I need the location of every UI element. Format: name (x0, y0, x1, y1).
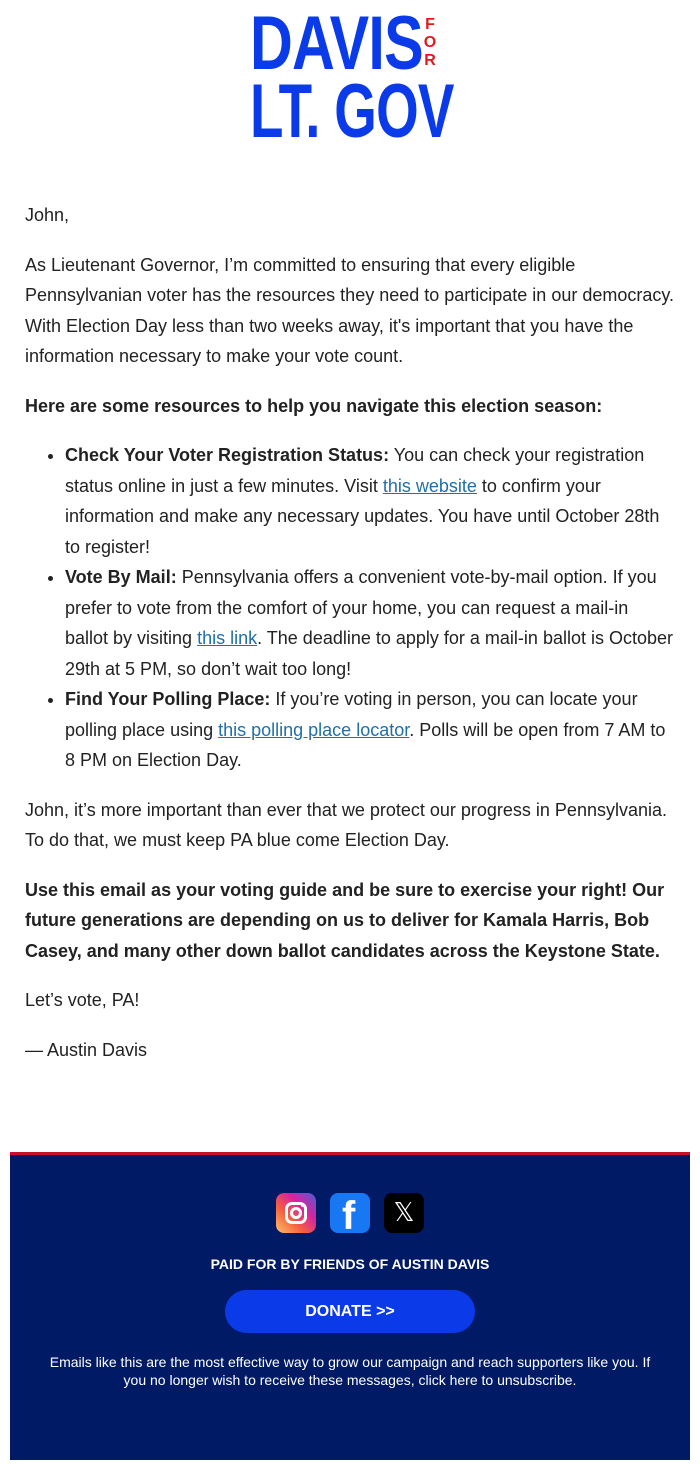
campaign-logo (250, 1, 454, 154)
logo-for-letter: F (425, 16, 435, 33)
resource-title: Vote By Mail: (65, 567, 177, 587)
list-item (65, 684, 675, 776)
resource-text: . Polls will be open from 7 AM to 8 PM on Election Day. (65, 719, 666, 770)
x-icon[interactable] (384, 1193, 424, 1233)
facebook-icon[interactable] (330, 1193, 370, 1233)
donate-button[interactable]: DONATE >> (225, 1290, 475, 1333)
resources-heading: Here are some resources to help you navigate this election season: (25, 395, 603, 416)
resource-text: . The deadline to apply for a mail-in ballot is October 29th at 5 PM, so don’t wait too long! (65, 628, 673, 679)
instagram-icon-dot (301, 1204, 304, 1207)
email-body (25, 200, 675, 1084)
instagram-icon[interactable] (276, 1193, 316, 1233)
polling-place-locator-link[interactable]: this polling place locator (218, 719, 410, 740)
signature: — Austin Davis (25, 1039, 148, 1060)
mail-in-ballot-link[interactable]: this link (197, 628, 258, 648)
resources-list (25, 440, 675, 776)
logo-davis-text: DAVIS (250, 1, 423, 86)
resource-title: Check Your Voter Registration Status: (65, 445, 390, 465)
social-links (10, 1193, 690, 1233)
greeting: John, (25, 205, 70, 225)
resource-title: Find Your Polling Place: (65, 689, 271, 709)
unsubscribe-disclaimer[interactable]: Emails like this are the most effective way to grow our campaign and reach supporters like you. If you no longer wish to receive these messages, click here to unsubscribe. (49, 1354, 651, 1388)
email-footer (10, 1152, 690, 1460)
header-logo-area (0, 1, 700, 154)
voter-registration-link[interactable]: this website (382, 475, 477, 496)
logo-for-letter: O (423, 34, 437, 51)
list-item (65, 562, 675, 684)
logo-lt-gov-text: LT. GOV (250, 69, 454, 154)
resource-text: You can check your registration status online in just a few minutes. Visit (65, 445, 645, 496)
paid-for-disclaimer: PAID FOR BY FRIENDS OF AUSTIN DAVIS (210, 1256, 490, 1272)
instagram-icon-lens (290, 1207, 302, 1219)
resource-text: If you’re voting in person, you can locate your polling place using (65, 689, 638, 740)
closing-line: Let’s vote, PA! (25, 990, 140, 1010)
intro-paragraph: As Lieutenant Governor, I’m committed to ensuring that every eligible Pennsylvanian voter has the resources they need to participate in our democracy. With Election Day less than two weeks away, it's important that you have the information necessary to make your vote count. (25, 254, 675, 366)
resource-text: Pennsylvania offers a convenient vote-by-mail option. If you prefer to vote from the comfort of your home, you can request a mail-in ballot by visiting (65, 567, 657, 648)
resource-text: to confirm your information and make any necessary updates. You have until October 28th to register! (65, 475, 660, 557)
logo-for-text (422, 16, 438, 70)
progress-paragraph: John, it’s more important than ever that we protect our progress in Pennsylvania. To do that, we must keep PA blue come Election Day. (25, 799, 667, 850)
callout-paragraph: Use this email as your voting guide and be sure to exercise your right! Our future generations are depending on us to deliver for Kamala Harris, Bob Casey, and many other down ballot candidates across the Keystone State. (25, 879, 665, 961)
facebook-glyph: f (342, 1194, 356, 1233)
list-item (65, 440, 675, 562)
logo-for-letter: R (424, 52, 436, 69)
x-glyph: 𝕏 (393, 1198, 415, 1228)
